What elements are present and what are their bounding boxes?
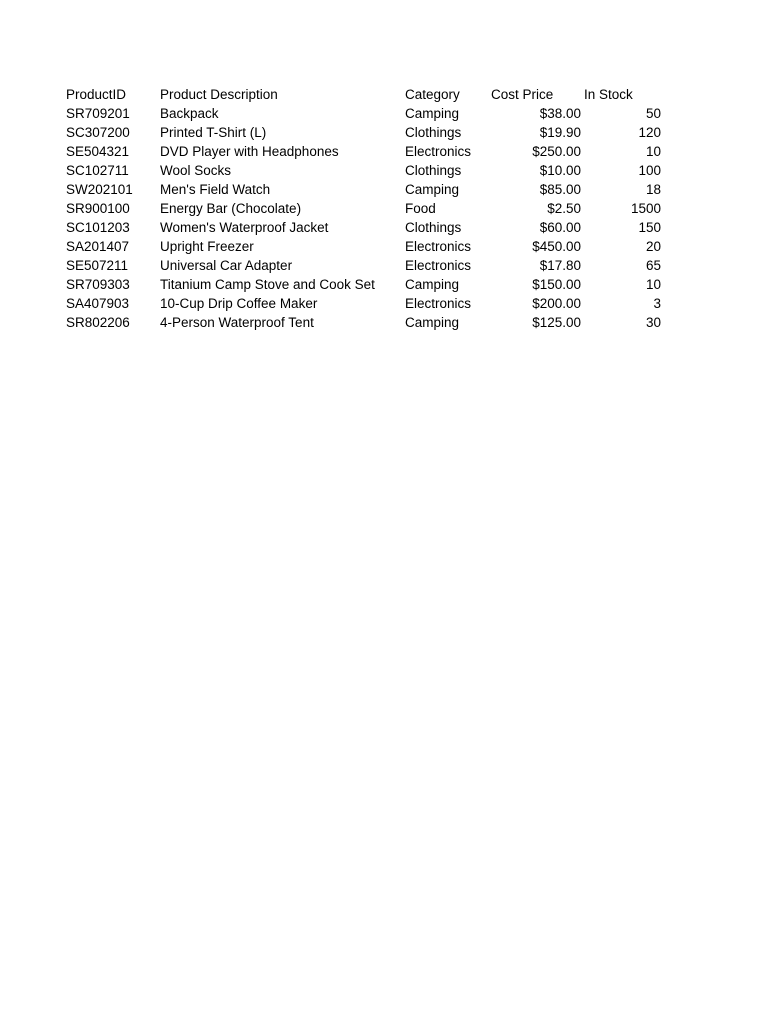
table-row xyxy=(66,275,661,294)
cell-category: Camping xyxy=(405,106,460,121)
cell-product-id: SE507211 xyxy=(66,258,129,273)
cell-product-description: Men's Field Watch xyxy=(160,182,271,197)
cell-category: Electronics xyxy=(405,144,472,159)
cell-product-description: Women's Waterproof Jacket xyxy=(160,220,329,235)
header-product-id: ProductID xyxy=(66,87,127,102)
cell-in-stock: 10 xyxy=(645,277,661,292)
cell-cost-price: $250.00 xyxy=(532,144,581,159)
cell-product-id: SC102711 xyxy=(66,163,129,178)
table-row xyxy=(66,256,661,275)
cell-category: Clothings xyxy=(405,220,462,235)
cell-category: Electronics xyxy=(405,239,472,254)
header-in-stock: In Stock xyxy=(584,87,633,102)
cell-in-stock: 30 xyxy=(645,315,661,330)
cell-in-stock: 18 xyxy=(645,182,661,197)
cell-product-id: SR709201 xyxy=(66,106,130,121)
cell-in-stock: 65 xyxy=(645,258,661,273)
table-row xyxy=(66,294,661,313)
cell-category: Clothings xyxy=(405,163,462,178)
cell-cost-price: $17.80 xyxy=(539,258,581,273)
cell-cost-price: $450.00 xyxy=(532,239,581,254)
cell-product-id: SR900100 xyxy=(66,201,130,216)
cell-in-stock: 10 xyxy=(645,144,661,159)
product-table xyxy=(66,85,661,332)
cell-in-stock: 1500 xyxy=(630,201,661,216)
header-product-description: Product Description xyxy=(160,87,278,102)
table-row xyxy=(66,161,661,180)
cell-category: Camping xyxy=(405,277,460,292)
cell-cost-price: $125.00 xyxy=(532,315,581,330)
cell-cost-price: $2.50 xyxy=(547,201,581,216)
cell-category: Electronics xyxy=(405,258,472,273)
cell-cost-price: $19.90 xyxy=(539,125,581,140)
cell-cost-price: $85.00 xyxy=(539,182,581,197)
cell-in-stock: 120 xyxy=(638,125,661,140)
cell-product-description: Wool Socks xyxy=(160,163,232,178)
cell-in-stock: 50 xyxy=(645,106,661,121)
cell-product-id: SC307200 xyxy=(66,125,130,140)
table-row xyxy=(66,142,661,161)
cell-category: Clothings xyxy=(405,125,462,140)
table-row xyxy=(66,123,661,142)
cell-cost-price: $60.00 xyxy=(539,220,581,235)
cell-category: Electronics xyxy=(405,296,472,311)
header-cost-price: Cost Price xyxy=(491,87,554,102)
table-row xyxy=(66,199,661,218)
cell-product-description: 10-Cup Drip Coffee Maker xyxy=(160,296,318,311)
cell-category: Camping xyxy=(405,182,460,197)
cell-product-id: SW202101 xyxy=(66,182,133,197)
cell-cost-price: $150.00 xyxy=(532,277,581,292)
table-row xyxy=(66,104,661,123)
cell-cost-price: $38.00 xyxy=(539,106,581,121)
cell-in-stock: 100 xyxy=(638,163,661,178)
cell-product-description: Printed T-Shirt (L) xyxy=(160,125,267,140)
table-row xyxy=(66,237,661,256)
header-category: Category xyxy=(405,87,460,102)
cell-cost-price: $200.00 xyxy=(532,296,581,311)
cell-product-id: SA201407 xyxy=(66,239,130,254)
cell-product-id: SC101203 xyxy=(66,220,130,235)
cell-product-description: Upright Freezer xyxy=(160,239,254,254)
cell-cost-price: $10.00 xyxy=(539,163,581,178)
cell-product-description: Backpack xyxy=(160,106,219,121)
cell-product-id: SA407903 xyxy=(66,296,130,311)
cell-in-stock: 150 xyxy=(638,220,661,235)
cell-in-stock: 3 xyxy=(653,296,661,311)
cell-category: Food xyxy=(405,201,436,216)
cell-in-stock: 20 xyxy=(645,239,661,254)
cell-product-description: Universal Car Adapter xyxy=(160,258,293,273)
cell-product-id: SR802206 xyxy=(66,315,130,330)
cell-product-id: SE504321 xyxy=(66,144,130,159)
table-row xyxy=(66,180,661,199)
cell-product-description: Titanium Camp Stove and Cook Set xyxy=(160,277,375,292)
cell-product-description: 4-Person Waterproof Tent xyxy=(160,315,314,330)
table-row xyxy=(66,313,661,332)
table-row xyxy=(66,218,661,237)
cell-category: Camping xyxy=(405,315,460,330)
cell-product-description: DVD Player with Headphones xyxy=(160,144,339,159)
table-header-row xyxy=(66,85,661,104)
cell-product-description: Energy Bar (Chocolate) xyxy=(160,201,302,216)
cell-product-id: SR709303 xyxy=(66,277,130,292)
table-body xyxy=(66,104,661,332)
